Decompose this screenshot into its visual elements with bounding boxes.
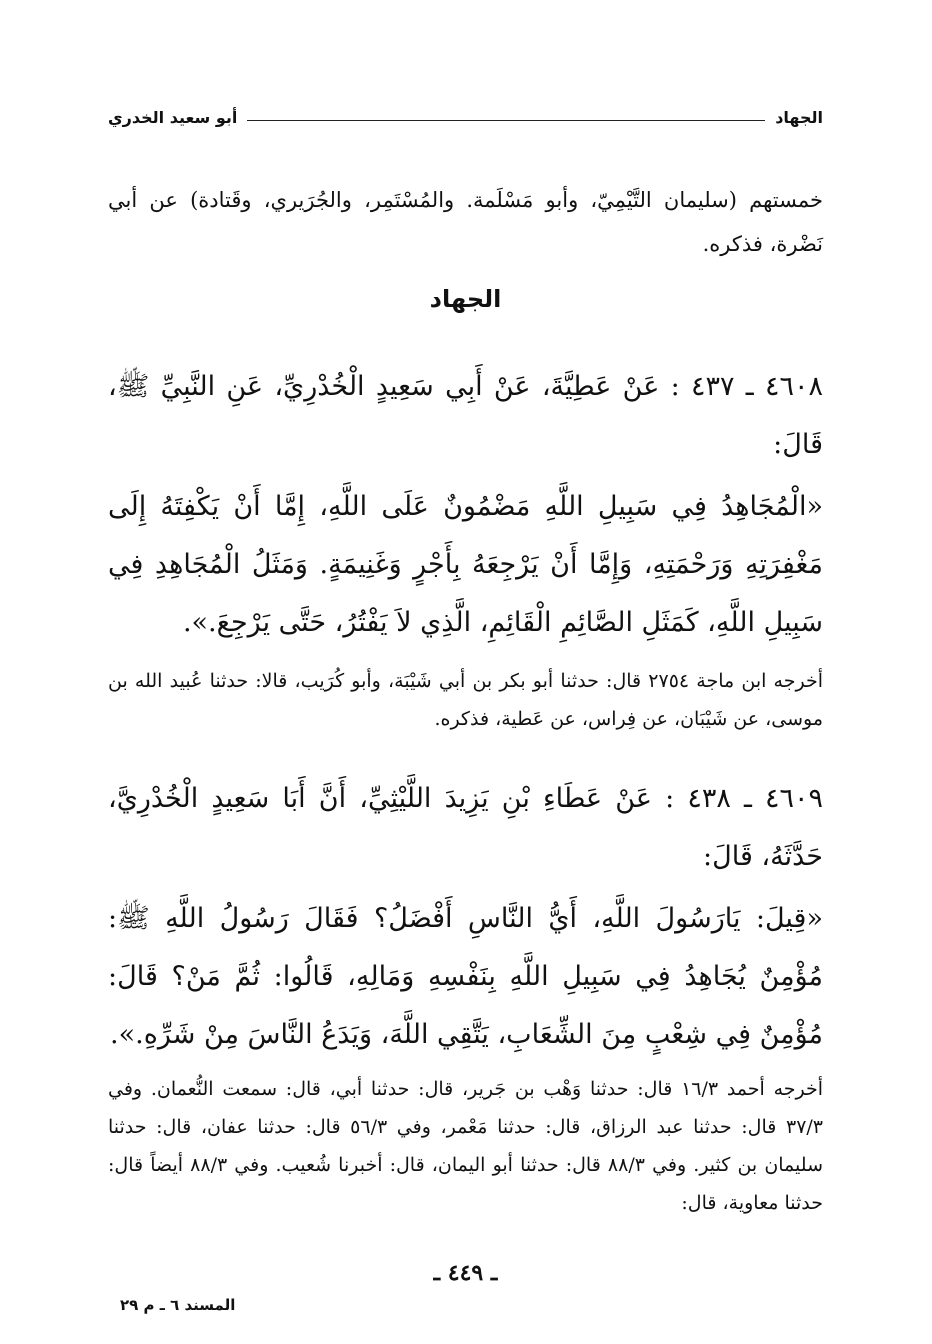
hadith-2-takhrij: أخرجه أحمد ١٦/٣ قال: حدثنا وَهْب بن جَرير، قال: حدثنا أبي، قال: سمعت النُّعمان. وفي ٣٧/٣ قال: حدثنا عبد الرزاق، قال: حدثنا مَعْمر، وفي ٥٦/٣ قال: حدثنا عفان، قال: حدثنا سليمان بن كثير. وفي ٨٨/٣ قال: حدثنا أبو اليمان، قال: أخبرنا شُعيب. وفي ٨٨/٣ أيضاً قال: حدثنا معاوية، قال: bbox=[108, 1078, 824, 1214]
header-book-title: أبو سعيد الخدري bbox=[108, 107, 238, 127]
footer-signature: المسند ٦ ـ م ٢٩ bbox=[120, 1296, 236, 1314]
hadith-1-text: «الْمُجَاهِدُ فِي سَبِيلِ اللَّهِ مَضْمُونٌ عَلَى اللَّهِ، إِمَّا أَنْ يَكْفِتَهُ إِلَى مَغْفِرَتِهِ وَرَحْمَتِهِ، وَإِمَّا أَنْ يَرْجِعَهُ بِأَجْرٍ وَغَنِيمَةٍ. وَمَثَلُ الْمُجَاهِدِ فِي سَبِيلِ اللَّهِ، كَمَثَلِ الصَّائِمِ الْقَائِمِ، الَّذِي لاَ يَفْتُرُ، حَتَّى يَرْجِعَ.». bbox=[108, 491, 823, 638]
running-header bbox=[108, 102, 823, 132]
hadith-2-text: «قِيلَ: يَارَسُولَ اللَّهِ، أَيُّ النَّاسِ أَفْضَلُ؟ فَقَالَ رَسُولُ اللَّهِ ﷺ: مُؤْمِنٌ يُجَاهِدُ فِي سَبِيلِ اللَّهِ بِنَفْسِهِ وَمَالِهِ، قَالُوا: ثُمَّ مَنْ؟ قَالَ: مُؤْمِنٌ فِي شِعْبٍ مِنَ الشِّعَابِ، يَتَّقِي اللَّهَ، وَيَدَعُ النَّاسَ مِنْ شَرِّهِ.». bbox=[108, 903, 823, 1050]
hadith-1-takhrij: أخرجه ابن ماجة ٢٧٥٤ قال: حدثنا أبو بكر بن أبي شَيْبَة، وأبو كُرَيب، قالا: حدثنا عُبيد الله بن موسى، عن شَيْبَان، عن فِراس، عن عَطية، فذكره. bbox=[108, 670, 823, 730]
hadith-2-intro: ٤٦٠٩ ـ ٤٣٨ : عَنْ عَطَاءِ بْنِ يَزِيدَ اللَّيْثِيِّ، أَنَّ أَبَا سَعِيدٍ الْخُدْرِيَّ، حَدَّثَهُ، قَالَ: bbox=[108, 783, 824, 872]
lead-text: خمستهم (سليمان التَّيْمِيّ، وأبو مَسْلَمة. والمُسْتَمِر، والجُرَيري، وقَتادة) عن أبي نَضْرة، فذكره. bbox=[108, 188, 823, 256]
page-number: ـ ٤٤٩ ـ bbox=[433, 1260, 498, 1286]
header-rule bbox=[247, 120, 765, 121]
section-heading: الجهاد bbox=[429, 285, 502, 313]
hadith-1-intro: ٤٦٠٨ ـ ٤٣٧ : عَنْ عَطِيَّةَ، عَنْ أَبِي سَعِيدٍ الْخُدْرِيِّ، عَنِ النَّبِيِّ ﷺ، قَالَ: bbox=[108, 371, 823, 460]
header-section-title: الجهاد bbox=[775, 107, 823, 127]
